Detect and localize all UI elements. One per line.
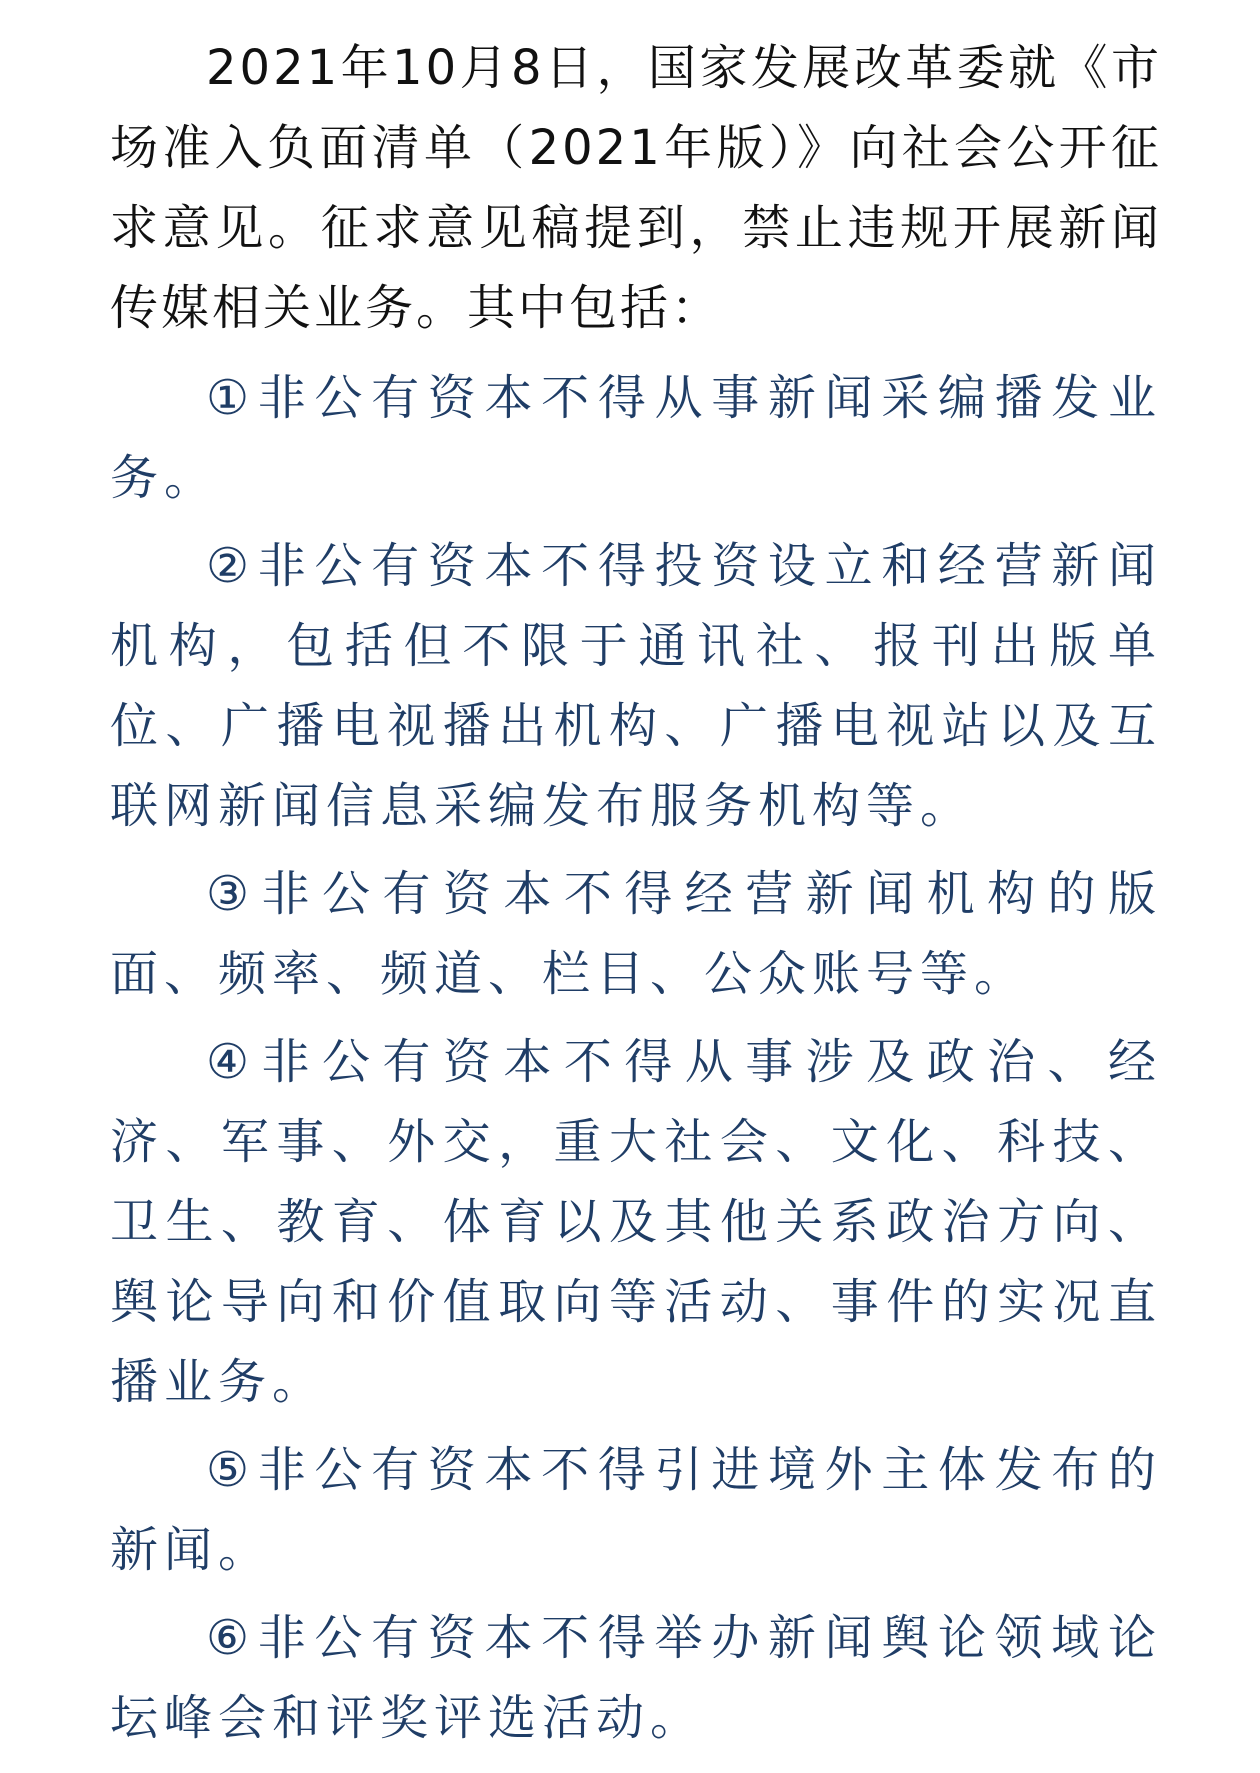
circled-number-6: ⑥	[206, 1610, 258, 1666]
circled-number-3: ③	[206, 866, 262, 922]
circled-number-1: ①	[206, 370, 258, 426]
list-item-text: 非公有资本不得引进境外主体发布的新闻。	[110, 1442, 1162, 1578]
article-body	[110, 28, 1162, 1758]
circled-number-2: ②	[206, 538, 258, 594]
list-item-text: 非公有资本不得举办新闻舆论领域论坛峰会和评奖评选活动。	[110, 1610, 1162, 1746]
list-item-5	[110, 1430, 1162, 1590]
list-item-text: 非公有资本不得经营新闻机构的版面、频率、频道、栏目、公众账号等。	[110, 866, 1162, 1002]
circled-number-4: ④	[206, 1034, 262, 1090]
circled-number-5: ⑤	[206, 1442, 258, 1498]
list-item-2	[110, 526, 1162, 846]
list-item-text: 非公有资本不得从事新闻采编播发业务。	[110, 370, 1162, 506]
list-item-1	[110, 358, 1162, 518]
list-item-6	[110, 1598, 1162, 1758]
list-item-text: 非公有资本不得投资设立和经营新闻机构，包括但不限于通讯社、报刊出版单位、广播电视播出机构、广播电视站以及互联网新闻信息采编发布服务机构等。	[110, 538, 1162, 834]
intro-paragraph: 2021年10月8日，国家发展改革委就《市场准入负面清单（2021年版）》向社会公开征求意见。征求意见稿提到，禁止违规开展新闻传媒相关业务。其中包括：	[110, 40, 1162, 336]
list-item-3	[110, 854, 1162, 1014]
list-item-4	[110, 1022, 1162, 1422]
list-item-text: 非公有资本不得从事涉及政治、经济、军事、外交，重大社会、文化、科技、卫生、教育、体育以及其他关系政治方向、舆论导向和价值取向等活动、事件的实况直播业务。	[110, 1034, 1162, 1410]
